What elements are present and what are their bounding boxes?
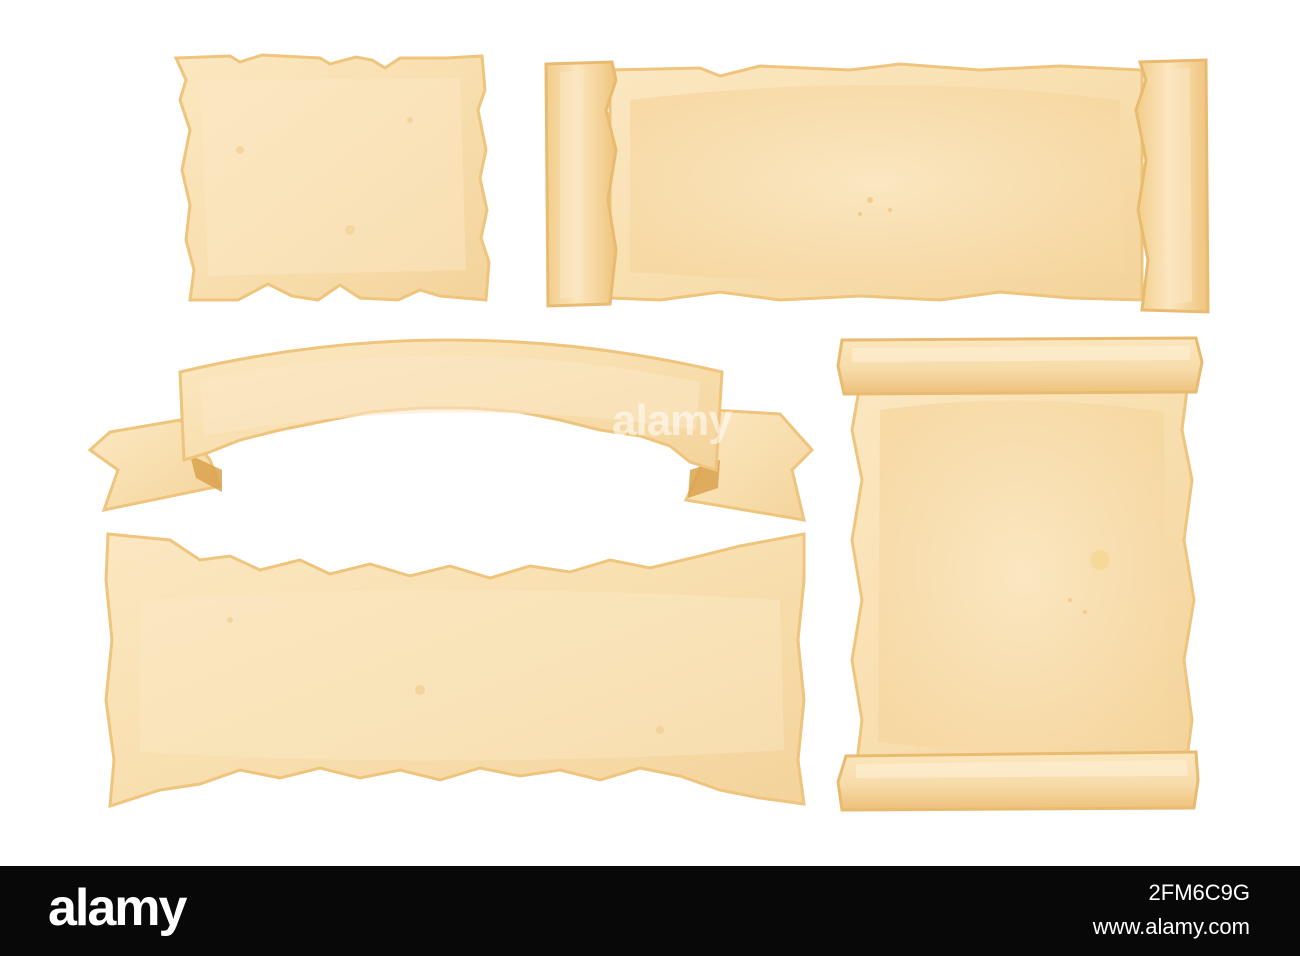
watermark-text: alamy bbox=[612, 396, 732, 445]
footer-logo: alamy bbox=[48, 879, 186, 937]
footer-bar bbox=[0, 866, 1300, 956]
image-id: 2FM6C9G bbox=[1148, 880, 1250, 905]
ribbon-banner bbox=[90, 340, 812, 520]
footer-url: www.alamy.com bbox=[1092, 914, 1250, 939]
horizontal-scroll bbox=[546, 60, 1208, 312]
vertical-scroll bbox=[838, 338, 1202, 810]
torn-paper-square bbox=[176, 55, 489, 300]
torn-paper-wide bbox=[106, 534, 804, 806]
